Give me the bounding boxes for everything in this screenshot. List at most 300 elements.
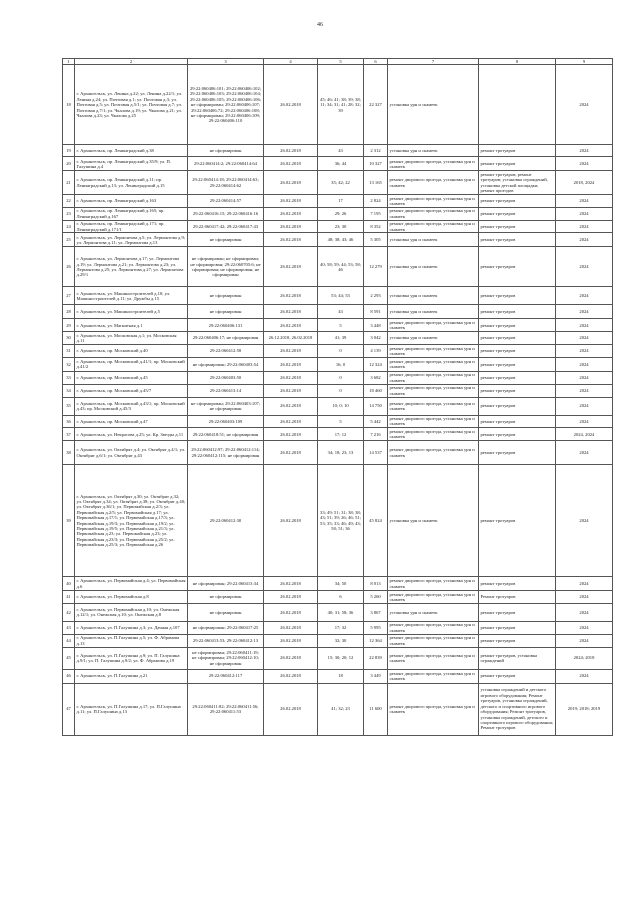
numbers-cell: 35; 42; 22 [318, 171, 364, 195]
area-cell: 8 013 [364, 577, 388, 591]
additional-work-cell: ремонт тротуаров [479, 634, 556, 647]
area-cell: 12 324 [364, 357, 388, 371]
table-row [63, 591, 613, 604]
table-row [63, 357, 613, 371]
date-cell: 26.02.2018 [264, 415, 318, 428]
additional-work-cell: ремонт тротуаров [479, 220, 556, 233]
table-row [63, 220, 613, 233]
table-row [63, 621, 613, 634]
year-cell: 2024 [556, 233, 613, 247]
work-type-cell: установка урн и скамеек [388, 65, 479, 145]
table-row [63, 287, 613, 305]
additional-work-cell: ремонт тротуаров [479, 669, 556, 683]
area-cell: 12 279 [364, 247, 388, 287]
table-row [63, 577, 613, 591]
table-row [63, 305, 613, 319]
row-number: 31 [63, 345, 75, 358]
row-number: 20 [63, 157, 75, 171]
column-header: 3 [188, 59, 264, 65]
additional-work-cell: ремонт тротуаров [479, 195, 556, 208]
address-cell: г. Архангельск, ул. Первомайская д.4; ул. Первомайская д.6 [76, 578, 186, 589]
numbers-cell: 45; 46; 41; 38; 39; 38; 11; 34; 31; 41; 28; 32; 39 [318, 65, 364, 145]
cadastral-cell: не сформирован [188, 305, 264, 319]
numbers-cell: 5 [318, 319, 364, 332]
table-row [63, 441, 613, 465]
date-cell: 26.02.2018 [264, 634, 318, 647]
cadastral-cell: 29:22:060413:14 [188, 384, 264, 397]
work-type-cell: установка урн и скамеек [388, 603, 479, 621]
year-cell: 2024 [556, 319, 613, 332]
table-row [63, 247, 613, 287]
year-cell: 2024 [556, 465, 613, 577]
cadastral-cell: 29:22:060414:57 [188, 195, 264, 208]
area-cell: 5 305 [364, 233, 388, 247]
table-row [63, 603, 613, 621]
work-type-cell: установка урн и скамеек [388, 287, 479, 305]
date-cell: 26.02.2018 [264, 647, 318, 669]
column-header: 7 [388, 59, 479, 65]
cadastral-cell: 29:22:060416:15; 29:22:060416:16 [188, 207, 264, 220]
year-cell: 2024 [556, 287, 613, 305]
date-cell: 26.02.2018 [264, 305, 318, 319]
area-cell: 3 449 [364, 669, 388, 683]
cadastral-cell: 29:22:060406:17; не сформирован [188, 332, 264, 345]
row-number: 45 [63, 647, 75, 669]
table-row [63, 683, 613, 735]
row-number: 19 [63, 145, 75, 157]
column-header: 4 [264, 59, 318, 65]
row-number: 36 [63, 415, 75, 428]
column-header: 6 [364, 59, 388, 65]
table-row [63, 233, 613, 247]
row-number: 37 [63, 428, 75, 441]
address-cell: г. Архангельск, пр. Ленинградский д.35/9; ул. П. Галушина д.4 [75, 157, 188, 171]
additional-work-cell: ремонт тротуаров [479, 319, 556, 332]
additional-work-cell: ремонт тротуаров [479, 345, 556, 358]
row-number: 18 [63, 65, 75, 145]
row-number: 21 [63, 171, 75, 195]
cadastral-cell: 29:22:060412:30 [188, 465, 264, 577]
numbers-cell: 16; 0 [318, 357, 364, 371]
additional-work-cell [479, 65, 556, 145]
row-number: 26 [63, 247, 75, 287]
area-cell: 8 591 [364, 305, 388, 319]
date-cell: 26.02.2018 [264, 287, 318, 305]
year-cell: 2024 [556, 247, 613, 287]
year-cell: 2024 [556, 157, 613, 171]
work-type-cell: ремонт дворового проезда, установка урн и скамеек [388, 428, 479, 441]
date-cell: 26.02.2018 [264, 683, 318, 735]
table-row [63, 669, 613, 683]
cadastral-cell: 29:22:060406:131 [188, 319, 264, 332]
numbers-cell: 0 [318, 371, 364, 384]
area-cell: 8 352 [364, 220, 388, 233]
table-row [63, 332, 613, 345]
additional-work-cell: ремонт тротуаров [479, 441, 556, 465]
address-cell: г. Архангельск, пр. Московский д.43/1; пр. Московский д.43; пр. Московский д.45/3 [75, 397, 188, 415]
numbers-cell: 15; 30; 20; 12 [318, 647, 364, 669]
table-row [63, 145, 613, 157]
row-number: 33 [63, 371, 75, 384]
column-header: 2 [75, 59, 188, 65]
address-cell: г. Архангельск, ул. П.Галушина д.3; ул. Дачная д.107 [75, 621, 188, 634]
work-type-cell: ремонт дворового проезда, установка урн и скамеек [388, 384, 479, 397]
year-cell: 2024 [556, 357, 613, 371]
row-number: 46 [63, 669, 75, 683]
date-cell: 26.02.2018 [264, 207, 318, 220]
year-cell: 2024 [556, 634, 613, 647]
table-row [63, 384, 613, 397]
work-type-cell: ремонт дворового проезда, установка урн и скамеек [388, 415, 479, 428]
date-cell: 26.12.2018, 26.02.2018 [264, 332, 318, 345]
additional-work-cell: ремонт тротуаров [479, 287, 556, 305]
date-cell: 26.02.2018 [264, 577, 318, 591]
row-number: 25 [63, 233, 75, 247]
row-number: 43 [63, 621, 75, 634]
address-cell: г. Архангельск, ул. Московская д.1; ул. Московская д.11 [75, 332, 188, 345]
address-cell: г. Архангельск, ул. П.Галушина д.5; ул. Ф. Абрамова д.13 [75, 634, 188, 647]
additional-work-cell: ремонт тротуаров [479, 415, 556, 428]
area-cell: 7 216 [364, 428, 388, 441]
area-cell: 4 139 [364, 345, 388, 358]
cadastral-cell: 29:22:060413:53; 29:22:060412:13 [188, 634, 264, 647]
work-type-cell: ремонт дворового проезда, установка урн и скамеек [388, 195, 479, 208]
column-header: 9 [556, 59, 613, 65]
row-number: 27 [63, 287, 75, 305]
cadastral-cell: 29:22:060403:50 [188, 371, 264, 384]
cadastral-cell: не сформирован [188, 145, 264, 157]
year-cell: 2024 [556, 220, 613, 233]
address-cell: г. Архангельск, пр. Ленинградский д.11; пр. Ленинградский д.13; ул. Ленинградский д.15 [75, 171, 188, 195]
area-cell: 14 750 [364, 397, 388, 415]
work-type-cell: ремонт дворового проезда, установка урн и скамеек [388, 357, 479, 371]
additional-work-cell: ремонт тротуаров [479, 332, 556, 345]
work-type-cell: ремонт дворового проезда, установка урн и скамеек [388, 683, 479, 735]
work-type-cell: установка урн и скамеек [388, 305, 479, 319]
year-cell: 2024 [556, 195, 613, 208]
address-cell: г. Архангельск, ул. Первомайская д.10; ул. Онежская д.12/1; ул. Онежская д.10; ул. Онежская д.8 [75, 603, 188, 621]
cadastral-cell: не сформирован [188, 603, 264, 621]
area-cell: 2 312 [364, 145, 388, 157]
date-cell: 26.02.2018 [264, 428, 318, 441]
table-row [63, 465, 613, 577]
cadastral-cell: 29:22:060406:101; 29:22:060406:102; 29:22:060406:103; 29:22:060406:104; 29:22:060406:105; 29:22:060406:106; не сформирован; 29:22:060406:107; 29:22:060406:72; 29:22:060406:108; не сформирован; 29:22:060406:109; 29:22:060406:110 [188, 65, 264, 145]
work-type-cell: установка урн и скамеек [388, 247, 479, 287]
date-cell: 26.02.2018 [264, 145, 318, 157]
table-row [63, 397, 613, 415]
row-number: 22 [63, 195, 75, 208]
year-cell: 2024 [556, 415, 613, 428]
area-cell: 11 600 [364, 683, 388, 735]
cadastral-cell: не сформирован; 29:22:060403:107; не сформирован [188, 397, 264, 415]
address-cell: г. Архангельск, пр. Московский д.40 [75, 345, 188, 358]
area-cell: 3 042 [364, 332, 388, 345]
address-cell: г. Архангельск, пр. Московский д.47 [75, 415, 188, 428]
cadastral-cell: 29:22:060414:18; 29:22:060414:63; 29:22:060414:62 [188, 171, 264, 195]
numbers-cell: 0 [318, 345, 364, 358]
numbers-cell: 40; 58; 59; 44; 53; 58; 46 [318, 247, 364, 287]
cadastral-cell: 29:22:060418:51; не сформирован [188, 428, 264, 441]
address-cell: г. Архангельск, ул. Машиностроителей д.10; ул. Машиностроителей д.11; ул. Дружбы д.15 [75, 287, 188, 305]
year-cell: 2024 [556, 145, 613, 157]
area-cell: 3 682 [364, 371, 388, 384]
table-body [63, 65, 613, 735]
table-row [63, 634, 613, 647]
numbers-cell: 43 [318, 145, 364, 157]
year-cell: 2024 [556, 621, 613, 634]
area-cell: 3 448 [364, 319, 388, 332]
year-cell: 2024; 2018 [556, 647, 613, 669]
numbers-cell: 18 [318, 669, 364, 683]
table-row [63, 171, 613, 195]
work-type-cell: ремонт дворового проезда, установка урн и скамеек [388, 171, 479, 195]
area-cell: 7 195 [364, 207, 388, 220]
date-cell: 26.02.2018 [264, 220, 318, 233]
row-number: 40 [63, 577, 75, 591]
address-cell: г. Архангельск, ул. Лермонтова д.5; ул. Лермонтова д.9; ул. Лермонтова д.11; ул. Лермонтова д.13 [75, 233, 188, 247]
address-cell: г. Архангельск, ул. П.Галушина д.21 [75, 669, 188, 683]
area-cell: 5 995 [364, 621, 388, 634]
work-type-cell: ремонт дворового проезда, установка урн и скамеек [388, 591, 479, 604]
table-row [63, 157, 613, 171]
cadastral-cell: 29:22:060412:117 [188, 669, 264, 683]
date-cell: 26.02.2018 [264, 591, 318, 604]
work-type-cell: установка урн и скамеек [388, 332, 479, 345]
table-row [63, 647, 613, 669]
date-cell: 26.02.2018 [264, 371, 318, 384]
address-cell: г. Архангельск, ул. Некрасова д.25; ул. Кр. Звезды д.11 [75, 428, 188, 441]
row-number: 38 [63, 441, 75, 465]
year-cell: 2024, 2024 [556, 428, 613, 441]
date-cell: 26.02.2018 [264, 384, 318, 397]
year-cell: 2018, 2024 [556, 171, 613, 195]
numbers-cell: 17 [318, 195, 364, 208]
row-number: 28 [63, 305, 75, 319]
cadastral-cell: не сформирован; 29:22:060417:25 [188, 621, 264, 634]
row-number: 24 [63, 220, 75, 233]
cadastral-cell: 29:22:060411:82; 29:22:060411:56; 29:22:060411:53 [188, 683, 264, 735]
address-cell: г. Архангельск, ул. П.Галушина д.17; ул. П.Галушина д.11; ул. П.Галушина д.13 [75, 683, 188, 735]
table-row [63, 319, 613, 332]
address-cell: г. Архангельск, пр. Московский д.45 [75, 371, 188, 384]
area-cell: 18 460 [364, 384, 388, 397]
date-cell: 26.02.2018 [264, 603, 318, 621]
area-cell: 22 839 [364, 647, 388, 669]
area-cell: 12 364 [364, 634, 388, 647]
address-cell: г. Архангельск, ул. Первомайская д.8 [75, 591, 188, 604]
numbers-cell: 23; 30 [318, 220, 364, 233]
date-cell: 26.02.2018 [264, 233, 318, 247]
address-cell: г. Архангельск, пр. Московский д.45/7 [75, 384, 188, 397]
work-type-cell: ремонт дворового проезда, установка урн и скамеек [388, 441, 479, 465]
additional-work-cell: установка ограждений и детского игрового оборудования; Ремонт тротуаров, установка ограждений, детского и спортивного игрового оборудования; Ремонт тротуаров, установка ограждений, детского и спортивного игрового оборудования; Ремонт тротуаров [479, 683, 556, 735]
row-number: 29 [63, 319, 75, 332]
address-cell: г. Архангельск, ул. Магнитная д.1 [75, 319, 188, 332]
numbers-cell: 36; 44 [318, 157, 364, 171]
work-type-cell: ремонт дворового проезда, установка урн и скамеек [388, 207, 479, 220]
row-number: 34 [63, 384, 75, 397]
address-cell: г. Архангельск, пр. Ленинградский д.38 [75, 145, 188, 157]
table-row [63, 428, 613, 441]
work-type-cell: ремонт дворового проезда, установка урн и скамеек [388, 157, 479, 171]
date-cell: 26.02.2018 [264, 345, 318, 358]
date-cell: 26.02.2018 [264, 397, 318, 415]
area-cell: 45 824 [364, 465, 388, 577]
additional-work-cell: ремонт тротуаров [479, 465, 556, 577]
row-number: 35 [63, 397, 75, 415]
additional-work-cell: ремонт тротуаров [479, 428, 556, 441]
year-cell: 2024 [556, 384, 613, 397]
row-number: 32 [63, 357, 75, 371]
area-cell: 5 260 [364, 591, 388, 604]
cadastral-cell: не сформирован; 29:22:060411:19; не сформирован; 29:22:060412:10; не сформирован [188, 647, 264, 669]
numbers-cell: 29; 26 [318, 207, 364, 220]
area-cell: 14 537 [364, 441, 388, 465]
additional-work-cell: Ремонт тротуаров [479, 591, 556, 604]
column-header: 1 [63, 59, 75, 65]
additional-work-cell: ремонт тротуаров; ремонт тротуаров; установка ограждений, установка детской площадки; ремонт проездов [479, 171, 556, 195]
work-type-cell: ремонт дворового проезда, установка урн и скамеек [388, 577, 479, 591]
cadastral-cell: 29:22:060412:58 [188, 345, 264, 358]
date-cell: 26.02.2018 [264, 319, 318, 332]
year-cell: 2024 [556, 207, 613, 220]
year-cell: 2024 [556, 332, 613, 345]
year-cell: 2024 [556, 371, 613, 384]
year-cell: 2024 [556, 65, 613, 145]
numbers-cell: 17; 12 [318, 428, 364, 441]
date-cell: 26.02.2018 [264, 465, 318, 577]
row-number: 41 [63, 591, 75, 604]
row-number: 23 [63, 207, 75, 220]
cadastral-cell: 29:22:060414:2; 29:22:060414:64 [188, 157, 264, 171]
work-type-cell: ремонт дворового проезда, установка урн и скамеек [388, 621, 479, 634]
row-number: 30 [63, 332, 75, 345]
cadastral-cell: не сформирован; не сформирован; не сформирован; 29:22:060705:6; не сформирован; не сформирован; не сформирован [188, 247, 264, 287]
year-cell: 2024 [556, 669, 613, 683]
work-type-cell: ремонт дворового проезда, установка урн и скамеек [388, 220, 479, 233]
column-header: 8 [479, 59, 556, 65]
cadastral-cell: не сформирован [188, 287, 264, 305]
area-cell: 13 165 [364, 171, 388, 195]
year-cell: 2024 [556, 305, 613, 319]
cadastral-cell: не сформирован [188, 233, 264, 247]
additional-work-cell: ремонт тротуаров [479, 577, 556, 591]
row-number: 44 [63, 634, 75, 647]
work-type-cell: ремонт дворового проезда, установка урн и скамеек [388, 669, 479, 683]
work-type-cell: ремонт дворового проезда, установка урн и скамеек [388, 634, 479, 647]
additional-work-cell: ремонт тротуаров [479, 357, 556, 371]
additional-work-cell: ремонт тротуаров [479, 621, 556, 634]
numbers-cell: 43 [318, 305, 364, 319]
cadastral-cell: не сформирован; 29:22:060403:54 [188, 357, 264, 371]
cadastral-cell: не сформирован; 29:22:060413:34 [188, 577, 264, 591]
address-cell: г. Архангельск, ул. Октябрят д.4; ул. Октябрят д.4/1; ул. Октябрят д.6/1; ул. Октябрят д.43 [75, 441, 188, 465]
numbers-cell: 41; 32; 23 [318, 683, 364, 735]
cadastral-cell: 29:22:060412:97; 29:22:060412:114; 29:22:060412:115; не сформирован [188, 441, 264, 465]
additional-work-cell: ремонт тротуаров [479, 247, 556, 287]
date-cell: 26.02.2018 [264, 247, 318, 287]
year-cell: 2024 [556, 441, 613, 465]
additional-work-cell: ремонт тротуаров [479, 145, 556, 157]
additional-work-cell: ремонт тротуаров [479, 397, 556, 415]
address-cell: г. Архангельск, ул. П.Галушина д.9; ул. П. Галушина д.9/1; ул. П. Галушина д.9/2; ул. Ф. Абрамова д.19 [75, 647, 188, 669]
cadastral-cell: 29:22:060417:42; 29:22:060417:43 [188, 220, 264, 233]
numbers-cell: 0 [318, 384, 364, 397]
additional-work-cell: ремонт тротуаров [479, 384, 556, 397]
year-cell: 2024 [556, 345, 613, 358]
numbers-cell: 5 [318, 415, 364, 428]
column-header: 5 [318, 59, 364, 65]
year-cell: 2024 [556, 397, 613, 415]
table-row [63, 195, 613, 208]
work-type-cell: ремонт дворового проезда, установка урн и скамеек [388, 371, 479, 384]
numbers-cell: 41; 39 [318, 332, 364, 345]
work-type-cell: установка урн и скамеек [388, 145, 479, 157]
year-cell: 2024 [556, 577, 613, 591]
date-cell: 26.02.2018 [264, 441, 318, 465]
numbers-cell: 10; 0; 10 [318, 397, 364, 415]
address-cell: г. Архангельск, ул. Октябрят д.30; ул. Октябрят д.32; ул. Октябрят д.34; ул. Октябрят д.38; ул. Октябрят д.40; ул. Октябрят д.36/1; ул. Первомайская д.2/3; ул. Первомайская д.2/5; ул. Первомайская д.17; ул. Первомайская д.17/1; ул. Первомайская д.17/3; ул. Первомайская д.19/3; ул. Первомайская д.19/2; ул. Первомайская д.19/5; ул. Первомайская д.21/3; ул. Первомайская д.23; ул. Первомайская д.23; ул. Первомайская д.23/3; ул. Первомайская д.25/2; ул. Первомайская д.25/3; ул. Первомайская д.26 [75, 465, 188, 577]
numbers-cell: 6 [318, 591, 364, 604]
year-cell: 2024 [556, 603, 613, 621]
row-number: 39 [63, 465, 75, 577]
work-type-cell: установка урн и скамеек [388, 465, 479, 577]
area-cell: 2 824 [364, 195, 388, 208]
year-cell: 2019; 2018; 2019 [556, 683, 613, 735]
numbers-cell: 53; 44; 53 [318, 287, 364, 305]
numbers-cell: 33; 49; 51; 31; 38; 38; 43; 51; 39; 26; 46; 51; 53; 35; 33; 46; 49; 43; 58; 51; 36 [318, 465, 364, 577]
page-number: 46 [317, 22, 323, 28]
row-number: 42 [63, 603, 75, 621]
cadastral-cell: не сформирован [188, 591, 264, 604]
work-type-cell: ремонт дворового проезда, установка урн и скамеек [388, 397, 479, 415]
repair-table [62, 58, 613, 736]
area-cell: 10 327 [364, 157, 388, 171]
address-cell: г. Архангельск, пр. Московский д.41/1; пр. Московский д.41/2 [75, 357, 188, 371]
numbers-cell: 48; 38; 43; 46 [318, 233, 364, 247]
additional-work-cell: ремонт тротуаров [479, 207, 556, 220]
numbers-cell: 34; 50 [318, 577, 364, 591]
additional-work-cell: ремонт тротуаров [479, 603, 556, 621]
date-cell: 26.02.2018 [264, 195, 318, 208]
address-cell: г. Архангельск, ул. Машиностроителей д.5 [75, 305, 188, 319]
additional-work-cell: ремонт тротуаров, установка ограждений [479, 647, 556, 669]
additional-work-cell: ремонт тротуаров [479, 371, 556, 384]
date-cell: 26.02.2018 [264, 157, 318, 171]
year-cell: 2024 [556, 591, 613, 604]
date-cell: 26.02.2018 [264, 669, 318, 683]
work-type-cell: ремонт дворового проезда, установка урн и скамеек [388, 647, 479, 669]
area-cell: 5 442 [364, 415, 388, 428]
work-type-cell: установка урн и скамеек [388, 233, 479, 247]
address-cell: г. Архангельск, пр. Ленинградский д.165; пр. Ленинградский д.167 [75, 207, 188, 220]
table-row [63, 345, 613, 358]
table-row [63, 415, 613, 428]
area-cell: 2 293 [364, 287, 388, 305]
address-cell: г. Архангельск, ул. Лермонтова д.17; ул. Лермонтова д.19; ул. Лермонтова д.21; ул. Лермонтова д.23; ул. Лермонтова д.25; ул. Лермонтова д.27; ул. Лермонтова д.29/1 [75, 247, 188, 287]
area-cell: 22 327 [364, 65, 388, 145]
row-number: 47 [63, 683, 75, 735]
address-cell: г. Архангельск, пр. Ленинградский д.171; пр. Ленинградский д.171/1 [75, 220, 188, 233]
address-cell: г. Архангельск, пр. Ленинградский д.163 [75, 195, 188, 208]
additional-work-cell: ремонт тротуаров [479, 233, 556, 247]
additional-work-cell: ремонт тротуаров [479, 157, 556, 171]
address-cell: г. Архангельск, ул. Ленина д.22; ул. Ленина д.22/1; ул. Ленина д.24; ул. Почтовая д.1; ул. Почтовая д.3; ул. Почтовая д.5; ул. Почтовая д.5/1; ул. Почтовая д.7; ул. Почтовая д.7/1; ул. Чкалова д.19; ул. Чкалова д.21; ул. Чкалова д.23; ул. Чкалова д.25 [75, 65, 188, 145]
numbers-cell: 32; 30 [318, 634, 364, 647]
numbers-cell: 40; 31; 58; 36 [318, 603, 364, 621]
cadastral-cell: 29:22:060403:109 [188, 415, 264, 428]
date-cell: 26.02.2018 [264, 621, 318, 634]
